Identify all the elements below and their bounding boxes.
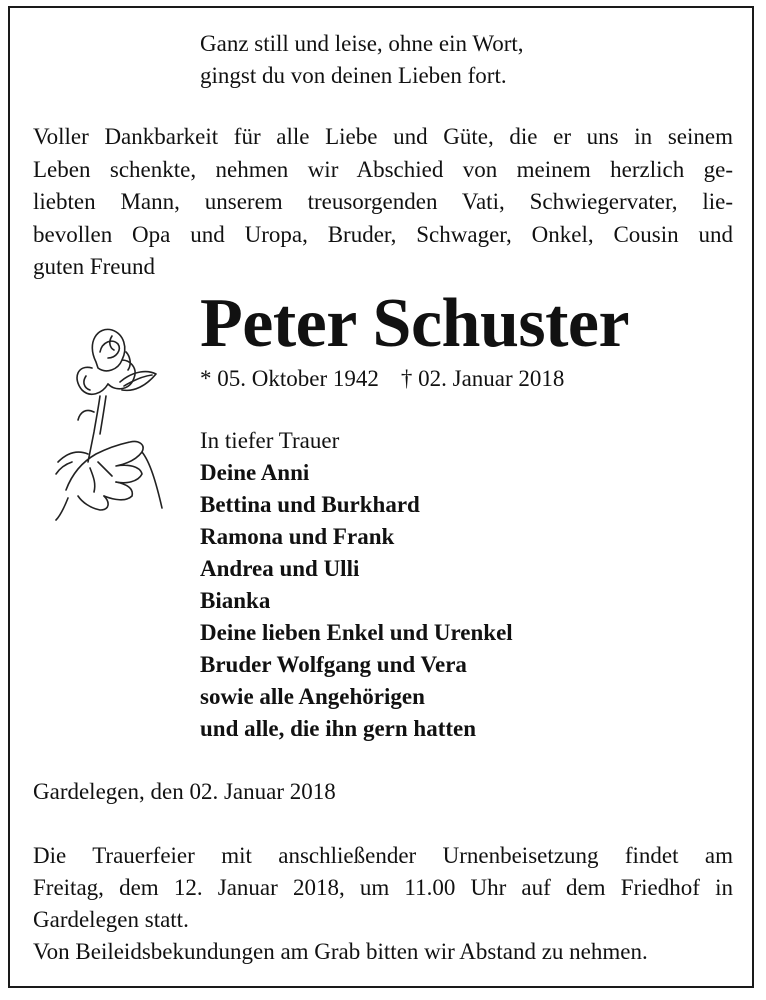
service-line-3: Gardelegen statt.	[33, 907, 189, 932]
mourner-name: Deine Anni	[200, 460, 310, 485]
mourners-list	[200, 425, 513, 745]
mourner-name: Deine lieben Enkel und Urenkel	[200, 620, 513, 645]
mourner-name: Bettina und Burkhard	[200, 492, 420, 517]
mourner-name: sowie alle Angehörigen	[200, 684, 425, 709]
mourner-name: und alle, die ihn gern hatten	[200, 716, 477, 741]
mourner-name: Bruder Wolfgang und Vera	[200, 652, 467, 677]
service-line-2: Freitag, dem 12. Januar 2018, um 11.00 Uhr auf dem Friedhof in	[33, 875, 733, 900]
mourner-name: Andrea und Ulli	[200, 556, 360, 581]
service-line-1: Die Trauerfeier mit anschließender Urnenbeisetzung findet am	[33, 843, 733, 868]
deceased-name: Peter Schuster	[200, 285, 630, 362]
rose-in-hand-drawing	[38, 312, 188, 522]
place-and-date: Gardelegen, den 02. Januar 2018	[33, 779, 336, 804]
mourner-name: Bianka	[200, 588, 271, 613]
verse-line-2: gingst du von deinen Lieben fort.	[200, 63, 507, 88]
mourners-heading: In tiefer Trauer	[200, 428, 340, 453]
service-paragraph	[33, 840, 733, 968]
intro-paragraph	[33, 121, 733, 284]
birth-date: * 05. Oktober 1942	[200, 366, 379, 391]
service-line-4: Von Beileidsbekundungen am Grab bitten wir Abstand zu nehmen.	[33, 939, 648, 964]
intro-line-4: bevollen Opa und Uropa, Bruder, Schwager, Onkel, Cousin und	[33, 221, 733, 247]
intro-line-1: Voller Dankbarkeit für alle Liebe und Güte, die er uns in seinem	[33, 124, 733, 149]
mourner-name: Ramona und Frank	[200, 524, 395, 549]
intro-line-3: liebten Mann, unserem treusorgenden Vati, Schwiegervater, lie-	[33, 189, 733, 214]
verse-line-1: Ganz still und leise, ohne ein Wort,	[200, 31, 524, 56]
life-dates	[200, 364, 564, 394]
intro-line-2: Leben schenkte, nehmen wir Abschied von meinem herzlich ge-	[33, 156, 733, 182]
verse	[200, 28, 524, 92]
death-date: † 02. Januar 2018	[400, 366, 565, 391]
intro-line-5: guten Freund	[33, 254, 156, 279]
